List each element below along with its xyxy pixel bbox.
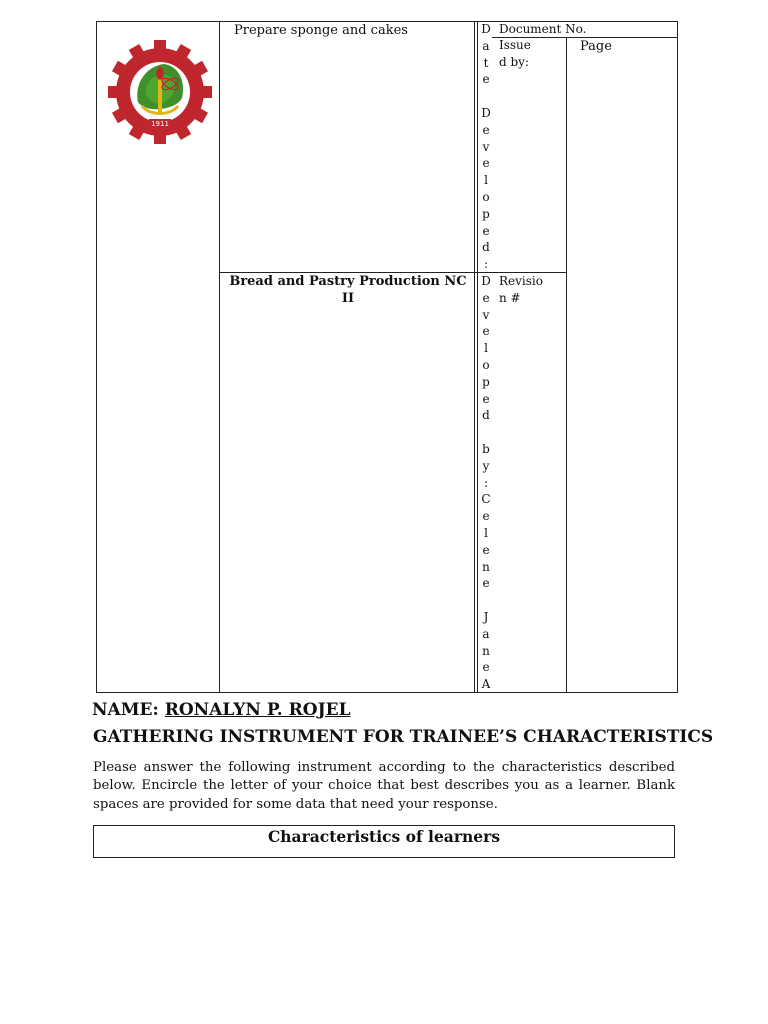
vertical-letter: a (482, 626, 490, 641)
revision-label-line2: n # (499, 291, 521, 305)
vertical-letter: e (482, 156, 490, 171)
vertical-letter: o (482, 189, 490, 204)
vertical-letter: e (482, 324, 490, 339)
vertical-letter: e (482, 576, 490, 591)
instrument-heading: GATHERING INSTRUMENT FOR TRAINEE’S CHARACTERISTICS (93, 727, 714, 747)
vertical-letter: J (483, 609, 489, 624)
developed-by-vertical-text (478, 273, 494, 693)
vertical-letter: b (482, 441, 490, 456)
vertical-letter: v (482, 139, 490, 154)
vertical-letter: a (482, 38, 490, 53)
vertical-letter: e (482, 122, 490, 137)
issued-by-label-line2: d by: (499, 55, 529, 69)
issued-by-label (499, 37, 563, 71)
trainee-name-row (92, 700, 351, 720)
vertical-letter: o (482, 357, 490, 372)
vertical-letter: d (482, 408, 490, 423)
vertical-letter (478, 592, 494, 609)
vertical-letter: D (481, 22, 491, 36)
vertical-letter: e (482, 391, 490, 406)
vertical-letter: D (481, 105, 491, 120)
qualification-title: Bread and Pastry Production NC II (229, 274, 467, 306)
vertical-letter (478, 424, 494, 441)
vertical-letter: e (482, 290, 490, 305)
module-title: Prepare sponge and cakes (234, 23, 408, 38)
vertical-letter: e (482, 660, 490, 675)
vertical-letter: n (482, 643, 490, 658)
vertical-letter: y (482, 458, 490, 473)
vertical-letter: D (481, 274, 491, 288)
vertical-letter: : (483, 257, 489, 272)
vertical-letter: e (482, 223, 490, 238)
vertical-letter: : (483, 475, 489, 490)
date-developed-vertical-text (478, 21, 494, 273)
vertical-letter: n (482, 559, 490, 574)
vertical-letter: l (484, 525, 488, 540)
vertical-letter: e (482, 509, 490, 524)
vertical-letter: p (482, 374, 490, 389)
college-seal-logo (106, 32, 214, 152)
issued-by-label-line1: Issue (499, 38, 531, 52)
revision-label (499, 273, 563, 307)
document-no-label: Document No. (499, 22, 587, 36)
vertical-letter (478, 88, 494, 105)
characteristics-header-box (93, 825, 675, 858)
vertical-letter: l (484, 341, 488, 356)
revision-label-line1: Revisio (499, 274, 543, 288)
vertical-letter: p (482, 206, 490, 221)
page-label: Page (580, 39, 612, 54)
characteristics-header: Characteristics of learners (267, 827, 501, 846)
vertical-letter: l (484, 173, 488, 188)
vertical-letter: e (482, 72, 490, 87)
instructions-paragraph: Please answer the following instrument according to the characteristics described below. Encircle the letter of your choice that best describes you as a learner. Blank spaces are provided for some data that need your response. (93, 760, 675, 812)
vertical-letter: A (481, 677, 491, 692)
vertical-letter: v (482, 307, 490, 322)
vertical-letter: e (482, 542, 490, 557)
vertical-letter: d (482, 240, 490, 255)
seal-year: 1911 (151, 120, 169, 128)
name-label: NAME: (92, 700, 159, 720)
vertical-letter: t (483, 55, 489, 70)
trainee-name: RONALYN P. ROJEL (164, 700, 351, 720)
vertical-letter: C (481, 492, 491, 507)
